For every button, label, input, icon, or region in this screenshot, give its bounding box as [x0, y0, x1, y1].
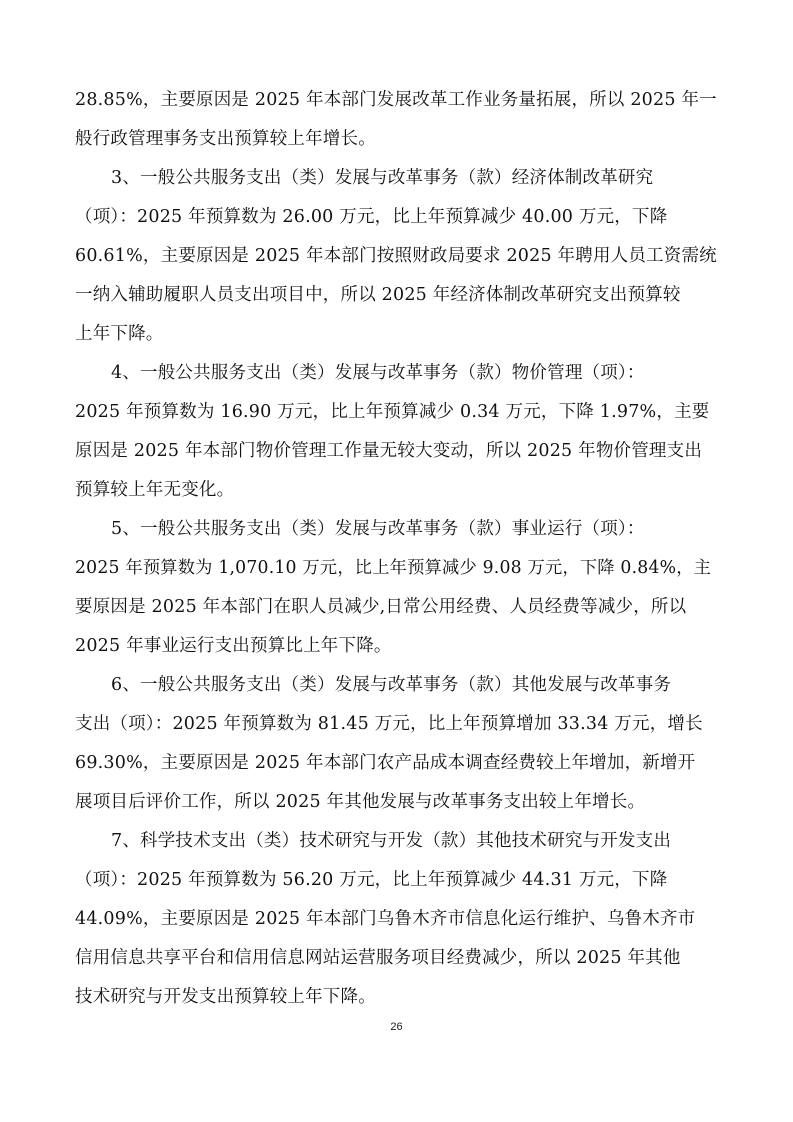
- body-text: [75, 81, 718, 1017]
- text-line: 69.30%，主要原因是 2025 年本部门农产品成本调查经费较上年增加，新增开: [75, 753, 696, 773]
- text-line: 44.09%，主要原因是 2025 年本部门乌鲁木齐市信息化运行维护、乌鲁木齐市: [75, 909, 696, 929]
- text-line: 般行政管理事务支出预算较上年增长。: [75, 129, 376, 149]
- text-line: 原因是 2025 年本部门物价管理工作量无较大变动，所以 2025 年物价管理支出: [75, 441, 703, 461]
- text-line: 要原因是 2025 年本部门在职人员减少,日常公用经费、人员经费等减少，所以: [75, 597, 687, 617]
- text-line: 上年下降。: [75, 324, 164, 344]
- text-line: 7、科学技术支出（类）技术研究与开发（款）其他技术研究与开发支出: [111, 831, 672, 851]
- text-line: 预算较上年无变化。: [75, 480, 235, 500]
- text-line: 信用信息共享平台和信用信息网站运营服务项目经费减少，所以 2025 年其他: [75, 948, 681, 968]
- text-line: 3、一般公共服务支出（类）发展与改革事务（款）经济体制改革研究: [111, 168, 654, 188]
- text-line: 展项目后评价工作，所以 2025 年其他发展与改革事务支出较上年增长。: [75, 792, 646, 812]
- text-line: 2025 年事业运行支出预算比上年下降。: [75, 636, 392, 656]
- text-line: （项）：2025 年预算数为 56.20 万元，比上年预算减少 44.31 万元，下降: [75, 870, 668, 890]
- text-line: 6、一般公共服务支出（类）发展与改革事务（款）其他发展与改革事务: [111, 675, 672, 695]
- text-line: 4、一般公共服务支出（类）发展与改革事务（款）物价管理（项）：: [111, 363, 645, 383]
- text-line: 技术研究与开发支出预算较上年下降。: [75, 987, 376, 1007]
- text-line: 28.85%，主要原因是 2025 年本部门发展改革工作业务量拓展，所以 2025 年一: [75, 90, 717, 110]
- text-line: 60.61%，主要原因是 2025 年本部门按照财政局要求 2025 年聘用人员工资需统: [75, 246, 717, 266]
- text-line: （项）：2025 年预算数为 26.00 万元，比上年预算减少 40.00 万元，下降: [75, 207, 668, 227]
- text-line: 2025 年预算数为 1,070.10 万元，比上年预算减少 9.08 万元，下降 0.84%，主: [75, 558, 712, 578]
- text-line: 5、一般公共服务支出（类）发展与改革事务（款）事业运行（项）：: [111, 519, 645, 539]
- page-number: 26: [390, 1021, 403, 1033]
- text-line: 支出（项）：2025 年预算数为 81.45 万元，比上年预算增加 33.34 万元，增长: [75, 714, 703, 734]
- text-line: 2025 年预算数为 16.90 万元，比上年预算减少 0.34 万元，下降 1.97%，主要: [75, 402, 710, 422]
- text-line: 一纳入辅助履职人员支出项目中，所以 2025 年经济体制改革研究支出预算较: [75, 285, 681, 305]
